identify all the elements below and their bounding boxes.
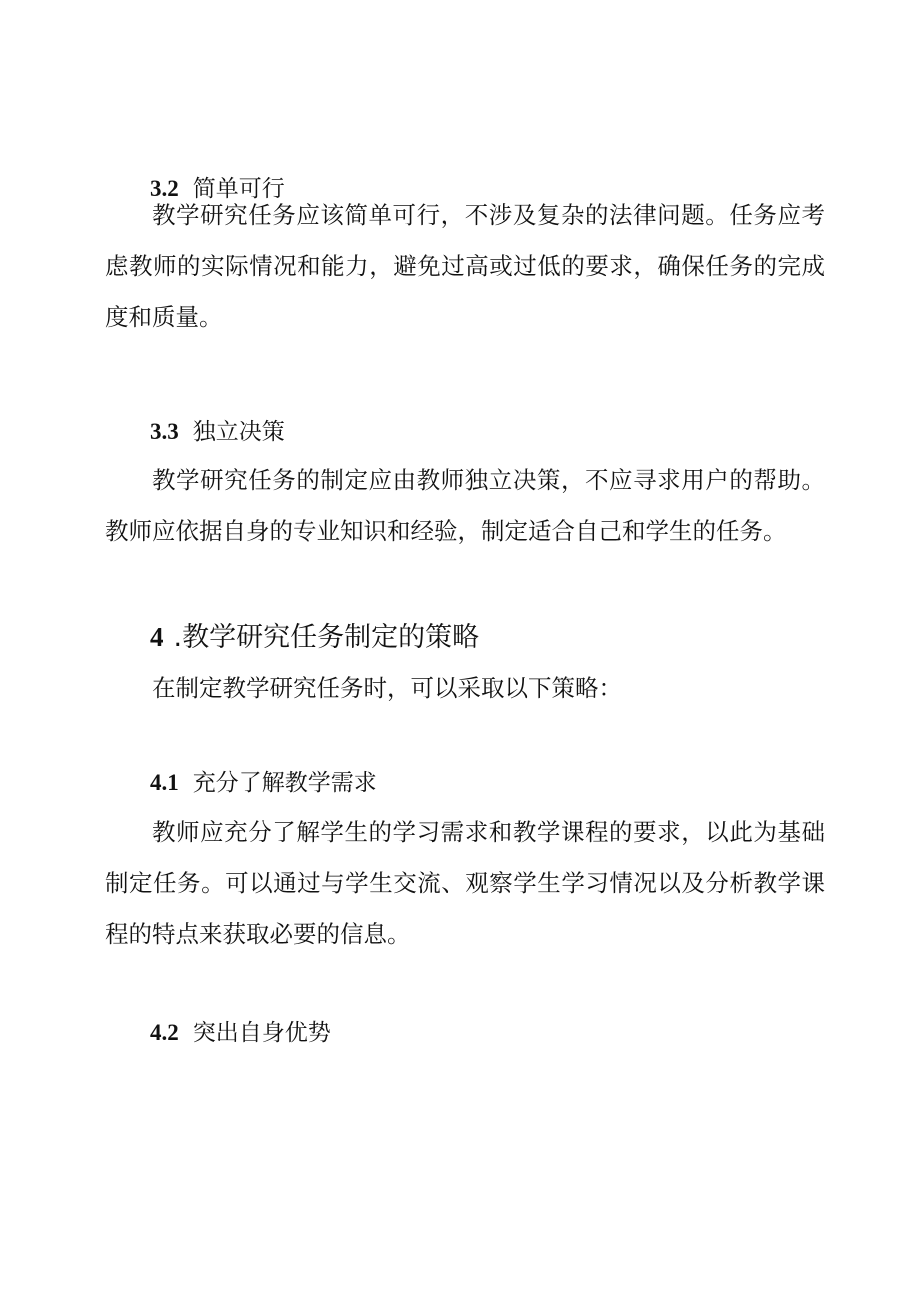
chapter-heading-4	[150, 619, 479, 656]
section-paragraph-4-1: 教师应充分了解学生的学习需求和教学课程的要求，以此为基础制定任务。可以通过与学生交流、观察学生学习情况以及分析教学课程的特点来获取必要的信息。	[105, 818, 825, 948]
section-paragraph-3-2: 教学研究任务应该简单可行，不涉及复杂的法律问题。任务应考虑教师的实际情况和能力，避免过高或过低的要求，确保任务的完成度和质量。	[105, 201, 825, 331]
section-number: 4.2	[150, 1020, 179, 1045]
section-heading-4-1	[150, 768, 377, 798]
chapter-number: 4	[150, 622, 164, 652]
section-heading-3-3	[150, 417, 285, 447]
chapter-title: .教学研究任务制定的策略	[173, 622, 480, 653]
section-title: 独立决策	[192, 419, 285, 445]
section-title: 简单可行	[192, 176, 285, 202]
section-title: 充分了解教学需求	[192, 770, 377, 796]
section-title: 突出自身优势	[192, 1020, 331, 1046]
section-paragraph-3-3: 教学研究任务的制定应由教师独立决策，不应寻求用户的帮助。教师应依据自身的专业知识和经验，制定适合自己和学生的任务。	[105, 466, 825, 545]
chapter-paragraph-4: 在制定教学研究任务时，可以采取以下策略：	[152, 674, 622, 702]
section-number: 4.1	[150, 770, 179, 795]
section-number: 3.3	[150, 419, 179, 444]
section-heading-4-2	[150, 1018, 331, 1048]
section-number: 3.2	[150, 176, 179, 201]
